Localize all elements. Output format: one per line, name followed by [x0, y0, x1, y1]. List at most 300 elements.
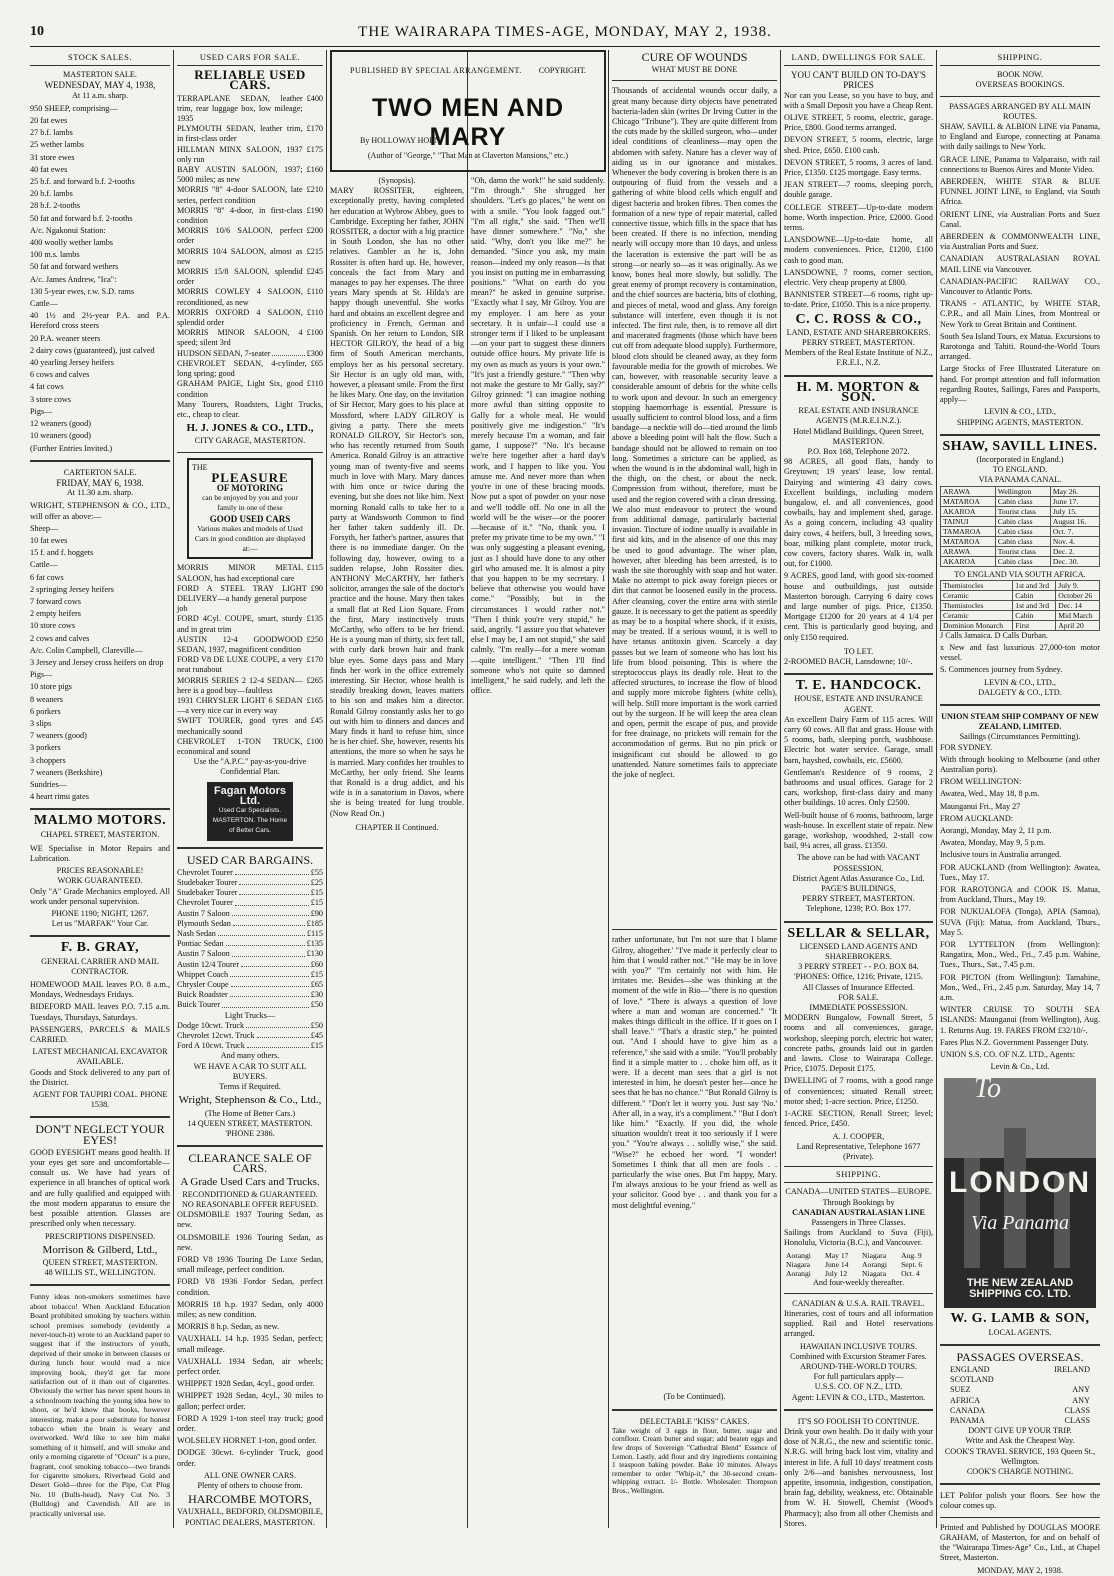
write-ask: Write and Ask the Cheapest Way. — [965, 1436, 1075, 1446]
leader-dots — [226, 939, 305, 946]
passage-cell: CLASS — [1064, 1405, 1090, 1415]
clearance-item: FORD V8 1936 Fordor Sedan, perfect condition. — [177, 1277, 323, 1297]
sale-item: Cattle— — [30, 560, 58, 570]
car-listing-price: £245 — [306, 267, 323, 277]
clearance-item: WHIPPET 1928 Sedan, 4cyl., 30 miles to gallon; perfect order. — [177, 1391, 323, 1411]
divider — [177, 847, 323, 849]
passage-cell: ANY — [1072, 1395, 1090, 1405]
truck-row — [177, 1041, 323, 1051]
mail-route: PASSENGERS, PARCELS & MAILS CARRIED. — [30, 1024, 170, 1045]
page-number: 10 — [30, 24, 44, 39]
sale-item: 25 b.f. and forward b.f. 2-tooths — [30, 177, 135, 187]
jones-title: H. J. JONES & CO., LTD., — [186, 422, 314, 435]
shaw-row-cell: Tourist class — [995, 546, 1050, 556]
shipping-route: SHAW, SAVILL & ALBION LINE via Panama, to England and Europe, connecting at Panama with daily sailings to New York. — [940, 122, 1100, 152]
car-listing — [177, 267, 323, 287]
bargain-row — [177, 990, 323, 1000]
three-classes: Passengers in Three Classes. — [811, 1217, 906, 1227]
passage-cell: SCOTLAND — [950, 1375, 994, 1385]
union-sailing: FOR RAROTONGA and COOK IS. Matua, from Auckland, Thurs., May 19. — [940, 884, 1100, 905]
polish-ad: LET Polifor polish your floors. See how the colour comes up. — [940, 1491, 1100, 1511]
union-sailing: UNION S.S. CO. OF N.Z. LTD., Agents: — [940, 1050, 1076, 1060]
mail-route: BIDEFORD MAIL leaves P.O. 7.15 a.m. Tuesdays, Thursdays, Saturdays. — [30, 1002, 170, 1022]
divider — [940, 434, 1100, 436]
car-listing — [177, 635, 323, 655]
bargain-row-label: Austin 7 Saloon — [177, 949, 230, 959]
truck-row-label: Ford A 10cwt. Truck — [177, 1041, 245, 1051]
mail-route: HOMEWOOD MAIL leaves P.O. 8 a.m., Mondays, Wednesdays Fridays. — [30, 980, 170, 1000]
shaw-row-cell: Cabin class — [995, 516, 1050, 526]
union-sailing: FROM WELLINGTON: — [940, 777, 1022, 787]
shipping-route: ORIENT LINE, via Australian Ports and Suez Canal. — [940, 209, 1100, 229]
sa-row-cell: Ceramic — [941, 610, 1013, 620]
bargain-row — [177, 868, 323, 878]
to-be-continued: (To be Continued). — [663, 1392, 726, 1402]
cal-line: CANADIAN AUSTRALASIAN LINE — [792, 1207, 925, 1217]
union-sailing: WINTER CRUISE TO SOUTH SEA ISLANDS: Maunganui (from Wellington), Aug. 1. Returns Aug. 19. FARES FROM £32/10/-. — [940, 1005, 1100, 1035]
sale-item: 27 b.f. lambs — [30, 128, 73, 138]
reconditioned: RECONDITIONED & GUARANTEED. — [182, 1189, 318, 1199]
lamb-sub: LOCAL AGENTS. — [988, 1327, 1052, 1337]
wright-address: 14 QUEEN STREET, MASTERTON. 'PHONE 2386. — [187, 1118, 313, 1138]
eyes-prescriptions: PRESCRIPTIONS DISPENSED. — [44, 1231, 156, 1241]
passage-row — [940, 1365, 1100, 1375]
bargain-row-label: Pontiac Sedan — [177, 939, 224, 949]
shipping-route: TRANS - ATLANTIC, by WHITE STAR, C.P.R., and all Main Lines, from Montreal or New York to Great Britain and Continent. — [940, 299, 1100, 329]
sa-title: TO ENGLAND VIA SOUTH AFRICA. — [954, 569, 1086, 579]
clearance-item: WOLSELEY HORNET 1-ton, good order. — [177, 1436, 317, 1446]
car-listing-price: £165 — [306, 695, 323, 705]
union-title: UNION STEAM SHIP COMPANY OF NEW ZEALAND, LIMITED. — [941, 711, 1099, 732]
truck-row — [177, 1031, 323, 1041]
sa-row — [941, 620, 1100, 630]
vacant-possession: The above can be had with VACANT POSSESSION. — [797, 853, 920, 873]
listing-group — [784, 457, 933, 643]
fagan-sub: Used Car Specialists. MASTERTON. The Home of Better Cars. — [212, 807, 288, 835]
leader-dots — [230, 990, 309, 997]
bargain-row-label: Nash Sedan — [177, 929, 216, 939]
ross-address: PERRY STREET, MASTERTON. — [802, 338, 915, 348]
sa-row — [941, 600, 1100, 610]
sale-item: 3 store cows — [30, 394, 71, 404]
property-listing: COLLEGE STREET—Up-to-date modern home. Worth inspection. Price, £2000. Good terms. — [784, 202, 933, 233]
sa-row-cell: Dominion Monarch — [941, 620, 1013, 630]
property-listing: DEVON STREET, 5 rooms, 3 acres of land. Price, £1350. £125 mortgage. Easy terms. — [784, 157, 933, 178]
car-listing-label: MORRIS COWLEY 4 SALOON, reconditioned, as new — [177, 287, 303, 307]
shaw-row-cell: Cabin class — [995, 526, 1050, 536]
car-listing-label: CHEVROLET SEDAN, 4-cylinder, long spring; good — [177, 358, 307, 379]
sale-item: 25 wether lambs — [30, 140, 85, 150]
shaw-row-cell: ARAWA — [941, 546, 996, 556]
pleasure-word-1: THE — [192, 462, 208, 472]
divider — [940, 1344, 1100, 1346]
bargain-row-label: Whippet Coach — [177, 969, 229, 979]
car-list — [177, 94, 323, 400]
bargains-title: USED CAR BARGAINS. — [186, 852, 314, 867]
bargain-row-price: £15 — [310, 969, 323, 979]
shaw-row — [941, 536, 1100, 546]
ship-cell: Niagara — [862, 1250, 887, 1260]
car-listing — [177, 328, 323, 348]
sale-item: 50 fat and forward wethers — [30, 262, 119, 272]
sellar-subtitle: LICENSED LAND AGENTS AND SHAREBROKERS. — [799, 941, 918, 962]
masthead — [30, 24, 1100, 44]
property-listing: MODERN Bungalow, Fownall Street, 5 rooms and all conveniences, garage, workshop, sleeping porch, electric hot water, concrete paths, grounds laid out in garden and lawns. Close to Wairarapa College. Price, £1075. Deposit £175. — [784, 1013, 933, 1074]
sa-note: S. Commences journey from Sydney. — [940, 665, 1063, 675]
sale-item: 2 dairy cows (guaranteed), just calved — [30, 345, 155, 355]
wounds-subtitle: WHAT MUST BE DONE — [651, 65, 738, 75]
sa-row — [941, 610, 1100, 620]
car-listing-label: MORRIS 10/6 SALOON, perfect order — [177, 226, 303, 246]
sale-item: 6 cows and calves — [30, 370, 90, 380]
bargain-row — [177, 919, 323, 929]
leader-dots — [247, 1041, 309, 1048]
ship-cell: Niagara — [786, 1259, 811, 1269]
car-listing-label: BABY AUSTIN SALOON, 1937; 5000 miles; as new — [177, 165, 303, 185]
eyes-firm: Morrison & Gilberd, Ltd., — [42, 1243, 158, 1256]
sale-item: 20 fat ewes — [30, 116, 68, 126]
bargain-row-price: £135 — [306, 939, 323, 949]
divider — [784, 1409, 933, 1411]
property-listing: DEVON STREET, 5 rooms, electric, large shed. Price, £650. £100 cash. — [784, 135, 933, 155]
car-listing — [177, 308, 323, 328]
morton-address: Hotel Midland Buildings, Queen Street, MASTERTON. — [793, 426, 924, 446]
divider — [784, 1293, 933, 1294]
sale-place: MASTERTON SALE. — [63, 70, 137, 80]
chapter-heading: CHAPTER II Continued. — [355, 822, 439, 832]
bargain-row — [177, 970, 323, 980]
property-listing: Well-built house of 6 rooms, bathroom, large wash-house. In excellent state of repair. New garage, workshop, woodshed, 2-stall cow bail, 9¼ acres, all grass. £1350. — [784, 810, 933, 851]
malmo-body: WE Specialise in Motor Repairs and Lubrication. — [30, 843, 170, 863]
union-sailing: FOR AUCKLAND (from Wellington): Awatea, Tues., May 17. — [940, 862, 1100, 882]
many-text: Many Tourers, Roadsters, Light Trucks, etc., cheap to clear. — [177, 399, 323, 419]
clearance-subtitle: A Grade Used Cars and Trucks. — [180, 1175, 320, 1188]
bargain-row-label: Austin 12/4 Tourer — [177, 959, 240, 969]
property-listing: 9 ACRES, good land, with good six-roomed house and outbuildings, just outside Masterton borough. Carrying 6 dairy cows and large number of pigs. Price, £1350. Mortgage £1200 for 20 years at 4 1/4 per cent. This is particularly good buying, and only £150 required. — [784, 571, 933, 642]
foolish-body: Drink your own health. Do it daily with your dose of N.R.G., the new and scientific tonic. N.R.G. will bring back lost vim, vitality and interest in life. A full 10 days' treatment costs only 2/6—and banishes nervousness, lost appetite, insomnia, indigestion, constipation, brain fag, debility, weakness, etc. Obtainable from W. H. Stowell, Chemist (Wood's Pharmacy); also from all other Chemists and Stores. — [784, 1426, 933, 1528]
newspaper-title: THE WAIRARAPA TIMES-AGE, MONDAY, MAY 2, 1938. — [358, 24, 772, 40]
car-listing-price: £135 — [306, 614, 323, 624]
story-continuation: rather unfortunate, but I'm not sure that I blame Gilroy, altogether.' "I've made it perfectly clear to him that I would rather not." "He may be in love with you?" "I'm certainly not with him. He irritates me. Besides—she was thinking at the moment of the wife in Rio—"there is no question of love." "There is always a question of love where a man and woman are concerned." "It makes things difficult in the office. If it goes on I shall leave." "That's a drastic step," he pointed out. "And I should have to give him as a reference," she said with a smile. "You'll probably find it a simple matter to . . choke him off, as it were. If a decent man sees that a girl is not interested in him, he doesn't pester her—once he sees that he has no chance." "But Ronald Gilroy is different." "Don't let it worry you. Just say 'No.' After all, in a way, it's a compliment." "But I don't like him." "Exactly. If you did, the whole situation wouldn't treat it too seriously if I were you." "You're always . . solidly wise," she said. "Wise?" he echoed her word. "I wonder! Sometimes I think that all men are fools . . particularly the wise ones. But I'm happy, Mary. I'm always anxious to be your friend as well as your solicitor. Good bye . . and thank you for a most delightful evening." — [612, 935, 777, 1210]
sailing-table — [784, 1251, 933, 1278]
truck-row-label: Chevrolet 12cwt. Truck — [177, 1031, 255, 1041]
malmo-prices: PRICES REASONABLE! — [56, 866, 144, 876]
listing-group — [784, 1013, 933, 1129]
car-listing-price: £45 — [310, 716, 323, 726]
bargain-row-label: Buick Roadster — [177, 990, 228, 1000]
divider — [30, 460, 170, 462]
dont-give-up: DON'T GIVE UP YOUR TRIP. — [968, 1426, 1072, 1436]
union-sailing: FROM AUCKLAND: — [940, 813, 1014, 823]
through-bookings: Through Bookings by — [822, 1197, 895, 1207]
clearance-title: CLEARANCE SALE OF CARS. — [188, 1151, 312, 1176]
union-sailing: Aorangi, Monday, May 2, 11 p.m. — [940, 825, 1052, 835]
shaw-row-cell: Oct. 7. — [1050, 526, 1099, 536]
union-sailing: Maunganui Fri., May 27 — [940, 801, 1021, 811]
car-listing — [177, 165, 323, 185]
sa-table — [940, 580, 1100, 631]
car-listing-label: SWIFT TOURER, good tyres and mechanically sound — [177, 716, 307, 736]
sellar-address: 3 PERRY STREET - - P.O. BOX 84. 'PHONES: Office, 1216; Private, 1215. — [794, 962, 923, 982]
copyright-note: COPYRIGHT. — [538, 66, 586, 75]
published-note: PUBLISHED BY SPECIAL ARRANGEMENT. — [350, 66, 522, 75]
car-listing-label: MORRIS 10/4 SALOON, almost as new — [177, 246, 303, 266]
car-listing — [177, 737, 323, 757]
divider — [30, 1116, 170, 1118]
sale-item: 7 weaners (Berkshire) — [30, 767, 103, 777]
cooper-sub: Land Representative, Telephone 1677 (Private). — [796, 1141, 921, 1161]
clearance-item: FORD A 1929 1-ton steel tray truck; good order. — [177, 1413, 323, 1433]
car-listing-label: HUDSON SEDAN, 7-seater — [177, 348, 271, 358]
serial-column-a — [330, 176, 464, 1526]
ship-row — [784, 1269, 933, 1278]
bargain-row — [177, 888, 323, 898]
sa-row-cell: July 9. — [1056, 580, 1100, 590]
column-divider — [936, 50, 937, 1528]
fagan-name: Fagan Motors Ltd. — [213, 784, 287, 807]
car-listing-price: £160 — [306, 165, 323, 175]
car-listing-label: MORRIS OXFORD 4 SALOON, splendid order — [177, 307, 303, 328]
car-listing-label: GRAHAM PAIGE, Light Six, good condition — [177, 379, 303, 399]
car-listing — [177, 185, 323, 205]
to-england: TO ENGLAND. — [992, 465, 1048, 475]
bargain-row-label: Chevrolet Tourer — [177, 898, 233, 908]
car-listing-price: £300 — [306, 348, 323, 358]
passage-cell: PANAMA — [950, 1416, 985, 1426]
car-listing-label: FORD 4Cyl. COUPE, smart, sturdy and in great trim — [177, 614, 303, 634]
sale-item: 3 Jersey and Jersey cross heifers on drop — [30, 657, 164, 667]
ship-cell: Aorangi — [862, 1259, 887, 1269]
car-listing-price: £170 — [306, 655, 323, 665]
car-listing-price: £90 — [310, 583, 323, 593]
truck-list — [177, 1021, 323, 1052]
sale-item: A/c. James Andrew, "Ica": — [30, 274, 117, 284]
car-to-suit: WE HAVE A CAR TO SUIT ALL BUYERS. — [193, 1061, 307, 1081]
sa-row-cell: 1st and 3rd — [1013, 600, 1056, 610]
harcombe-title: HARCOMBE MOTORS, — [188, 1492, 312, 1507]
union-sub: Sailings (Circumstances Permitting). — [959, 732, 1081, 742]
ship-cell: Aorangi — [786, 1268, 811, 1278]
sale-item: 10 store pigs — [30, 682, 72, 692]
bargain-row — [177, 909, 323, 919]
london-ad — [944, 1073, 1096, 1308]
property-listing: Gentleman's Residence of 9 rooms, 2 bathrooms and usual offices. Garage for 2 cars, workshop, first-class dairy and many other buildings. 10 acres. Only £2500. — [784, 767, 933, 808]
passages-list — [940, 1365, 1100, 1426]
handcock-phone: Telephone, 1239; P.O. Box 177. — [806, 904, 911, 914]
leader-dots — [233, 919, 305, 926]
divider — [612, 929, 777, 930]
sale-item: Pigs— — [30, 406, 53, 416]
clearance-item: VAUXHALL 1934 Sedan, air wheels; perfect order. — [177, 1356, 323, 1376]
divider — [940, 1517, 1100, 1518]
passage-cell: CANADA — [950, 1405, 986, 1415]
shaw-row — [941, 486, 1100, 496]
pages-buildings: PAGE'S BUILDINGS, — [821, 884, 896, 894]
malmo-title: MALMO MOTORS. — [33, 813, 167, 829]
car-listing — [177, 145, 323, 165]
sale-item: 3 porkers — [30, 743, 61, 753]
rail-travel: CANADIAN & U.S.A. RAIL TRAVEL. — [792, 1298, 925, 1308]
clearance-item: FORD V8 1936 Touring De Luxe Sedan, small mileage, perfect condition. — [177, 1254, 323, 1275]
car-listing-price: £190 — [306, 205, 323, 215]
divider — [784, 375, 933, 377]
kiss-title: DELECTABLE "KISS" CAKES. — [639, 1416, 750, 1426]
property-listing: 1-ACRE SECTION, Renall Street; level; fenced. Price, £450. — [784, 1109, 933, 1129]
sale-item: 10 fat ewes — [30, 535, 68, 545]
used-cars-column — [177, 50, 323, 1528]
bargain-row-price: £15 — [310, 888, 323, 898]
shaw-row-cell: AKAROA — [941, 556, 996, 566]
leader-dots — [239, 878, 308, 885]
passages-arranged: PASSAGES ARRANGED BY ALL MAIN ROUTES. — [949, 101, 1091, 121]
car-listing — [177, 676, 323, 696]
lamb-title: W. G. LAMB & SON, — [950, 1311, 1090, 1327]
masthead-rule — [30, 46, 1100, 47]
kiss-body: Take weight of 3 eggs in flour, butter, sugar and cornflour. Cream butter and sugar; add beaten eggs and few drops of Sovereign "Cathedral Blend" Essence of Lemon. Lastly, add flour and dry ingredients containing 1 teaspoon baking powder. Bake 10 minutes. Always remember to order "Whip-it," the 30-second cream-whipping extract. 1/- Bottle. Wholesaler: Thompson Bros., Wellington. — [612, 1426, 777, 1495]
sa-row-cell: Ceramic — [941, 590, 1013, 600]
car-listing-price: £115 — [306, 563, 323, 573]
sale-lead: WRIGHT, STEPHENSON & CO., LTD., will offer as above:— — [30, 501, 170, 521]
cant-build-title: YOU CAN'T BUILD ON TO-DAY'S PRICES — [791, 70, 926, 91]
ship-row — [784, 1251, 933, 1260]
sale-list — [30, 116, 170, 454]
to-let-body: 2-ROOMED BACH, Lansdowne; 10/-. — [784, 656, 913, 666]
car-listing — [177, 655, 323, 675]
bargain-list — [177, 868, 323, 1011]
car-listing-label: MORRIS "8" 4-door, in first-class condition — [177, 205, 303, 226]
synopsis-heading: (Synopsis). — [378, 176, 416, 185]
wright-subtitle: (The Home of Better Cars.) — [204, 1108, 296, 1118]
car-list — [177, 563, 323, 757]
levin-co: Levin & Co., Ltd. — [990, 1062, 1050, 1072]
combined: Combined with Excursion Steamer Fares. — [790, 1351, 927, 1361]
car-listing — [177, 614, 323, 634]
shipping-route: CANADIAN AUSTRALASIAN ROYAL MAIL LINE via Vancouver. — [940, 254, 1100, 274]
leader-dots — [218, 929, 305, 936]
shipping-route: GRACE LINE, Panama to Valparaiso, with rail connections to Buenos Aires and Monte Video. — [940, 154, 1100, 174]
synopsis-text: MARY ROSSITER, eighteen, exceptionally pretty, having completed her education at Wybrow Abbey, goes to Cambridge. Excepting her father, JOHN ROSSITER, a doctor with a big practice in South London, she has no other relatives. Gambler as he is, John Rossiter is often hard up. He, however, conceals the fact from Mary and manages to pay her expenses. The three years Mary spends at St. Hilda's are happy though uneventful. She works hard and obtains an excellent degree and proficiency in French, German and Spanish. On her return to London, SIR HECTOR GILROY, the head of a big firm of South American merchants, employs her as his personal secretary. Sir Hector is an ugly old man, with, however, a pleasant smile. From the first he likes Mary. One day, on the invitation of Sir Hector, Mary goes to his place at Mossford, where LADY GILROY is giving a party. There she meets RONALD GILROY, Sir Hector's son, who has recently returned from South America. Ronald Gilroy is an attractive young man of twenty-five and seems much in love with Mary. Mary dances with him once or twice during the evening, but she does not like him. Next morning Ronald calls to take her to a party at Wandsworth Common to find her father taken suddenly ill. Dr. Forsyth, her father's partner, assures that there is no immediate danger. On the following day, however, owing to a sudden relapse, John Rossiter dies. ANTHONY McCARTHY, her father's solicitor, arranges the sale of the doctor's practice and the house. Mary then takes a small flat at Red Lion Square. From the first, Mary instinctively trusts McCarthy, who offers to be her friend. He is a young man of thirty, six feet tall, with curly dark brown hair and frank blue eyes. Some days pass and Mary finds her work in the office extremely interesting. Sir Hector, whose health is steadily breaking down, leaves matters to his son and makes him a director. Ronald Gilroy constantly asks her to go out with him to dinners and dances and Mary finds it hard to refuse him, since he is her chief. She, however, resents his attentions, the more so when he says he is married. Mary confides her troubles to McCarthy, her only friend. She learns that Ronald is a drug addict, and his wife is in a sanatorium in Davos, where she is being treated for lung trouble. (Now Read On.) — [330, 186, 464, 818]
car-listing — [177, 124, 323, 144]
sale-list — [30, 524, 170, 803]
passages-title: PASSAGES OVERSEAS. — [956, 1349, 1084, 1364]
car-listing-price: £210 — [306, 185, 323, 195]
overseas-bookings: OVERSEAS BOOKINGS. — [975, 80, 1065, 90]
eyes-address: QUEEN STREET, MASTERTON. — [42, 1257, 158, 1267]
passage-row — [940, 1416, 1100, 1426]
ship-cell: Niagara — [862, 1268, 887, 1278]
morton-subtitle: REAL ESTATE AND INSURANCE AGENTS (M.R.E.I.N.Z.). — [798, 406, 919, 426]
sellar-insurance: All Classes of Insurance Effected. — [802, 982, 915, 992]
cant-build-body: Nor can you Lease, so you have to buy, and with a Small Deposit you have a Cheap Rent. — [784, 90, 933, 110]
bargain-row — [177, 939, 323, 949]
morton-title: H. M. MORTON & SON. — [796, 379, 921, 405]
sale-time: At 11 a.m. sharp. — [71, 90, 129, 100]
shaw-row-cell: ARAWA — [941, 486, 996, 496]
bargain-row-label: Plymouth Sedan — [177, 918, 231, 928]
bargain-row-label: Chevrolet Tourer — [177, 867, 233, 877]
car-listing-price: £110 — [306, 307, 323, 317]
passage-cell: SUEZ — [950, 1385, 971, 1395]
land-column — [784, 50, 933, 1528]
passage-cell: ENGLAND — [950, 1365, 990, 1375]
shaw-row-cell: Wellington — [995, 486, 1050, 496]
shaw-inc: (Incorporated in England.) — [976, 454, 1064, 464]
shipping-route: CANADIAN-PACIFIC RAILWAY CO., Vancouver to Atlantic Ports. — [940, 276, 1100, 297]
sa-row-cell: October 26 — [1056, 590, 1100, 600]
sa-notes — [940, 631, 1100, 676]
leader-dots — [257, 1031, 309, 1038]
cooper-name: A. J. COOPER, — [832, 1131, 885, 1141]
sale-item: 4 fat cows — [30, 382, 64, 392]
truck-row-price: £15 — [310, 1041, 323, 1051]
car-listing — [177, 379, 323, 399]
shaw-row-cell: Cabin class — [995, 496, 1050, 506]
car-listing-label: FORD V8 DE LUXE COUPE, a very neat runabout — [177, 655, 303, 675]
gray-agent: AGENT FOR TAUPIRI COAL. PHONE 1538. — [32, 1090, 168, 1110]
imprint-date: MONDAY, MAY 2, 1938. — [977, 1565, 1063, 1575]
clearance-item: OLDSMOBILE 1936 Touring Sedan, as new. — [177, 1232, 323, 1252]
divider — [30, 808, 170, 810]
passage-cell: IRELAND — [1054, 1365, 1090, 1375]
fagan-logo — [207, 782, 293, 841]
bargain-row-label: Chrysler Coupe — [177, 980, 229, 990]
sellar-title: SELLAR & SELLAR, — [787, 925, 930, 941]
reliable-title: RELIABLE USED CARS. — [194, 67, 306, 93]
sale-item: 6 fat cows — [30, 572, 64, 582]
malmo-work: WORK GUARANTEED. — [57, 876, 143, 886]
sale-item: 28 b.f. 2-tooths — [30, 201, 81, 211]
sale-date: WEDNESDAY, MAY 4, 1938, — [44, 80, 156, 91]
car-listing-label: MORRIS MINOR SALOON, 4 speed; silent 3rd — [177, 328, 303, 348]
shaw-row-cell: Dec. 30. — [1050, 556, 1099, 566]
gray-excavator: LATEST MECHANICAL EXCAVATOR AVAILABLE. — [32, 1047, 168, 1067]
sale-item: 4 heart rimu gates — [30, 792, 89, 802]
for-sale-heading: FOR SALE. — [838, 992, 879, 1002]
immediate-possession: IMMEDIATE POSSESSION. — [809, 1003, 908, 1013]
car-listing — [177, 94, 323, 125]
leader-dots — [232, 949, 305, 956]
shaw-row-cell: MATAROA — [941, 536, 996, 546]
divider — [612, 80, 777, 81]
passage-cell: CLASS — [1064, 1416, 1090, 1426]
shaw-row — [941, 556, 1100, 566]
sale-item: 3 slips — [30, 718, 52, 728]
sa-row-cell: 1st and 3rd — [1013, 580, 1056, 590]
car-listing — [177, 206, 323, 226]
union-list — [940, 743, 1100, 1061]
light-trucks-label: Light Trucks— — [224, 1010, 276, 1020]
sale-item: A/c. Colin Campbell, Clareville— — [30, 645, 143, 655]
column-divider — [608, 50, 609, 1528]
union-sailing: Fares Plus N.Z. Government Passenger Duty. — [940, 1037, 1089, 1047]
sa-row-cell: Mid March — [1056, 610, 1100, 620]
car-listing — [177, 716, 323, 736]
property-listing: OLIVE STREET, 5 rooms, electric, garage. Price, £800. Good terms arranged. — [784, 113, 933, 133]
handcock-title: T. E. HANDCOCK. — [795, 678, 922, 694]
sale-item: Sheep— — [30, 523, 59, 533]
ship-cell: July 12 — [825, 1268, 848, 1278]
levin-agent: Agent: LEVIN & CO., LTD., Masterton. — [791, 1392, 926, 1402]
sa-row — [941, 580, 1100, 590]
full-particulars: For full particulars apply— — [813, 1372, 904, 1382]
shaw-row-cell: MATAROA — [941, 496, 996, 506]
union-sailing: Awatea, Monday, May 9, 5 p.m. — [940, 838, 1046, 848]
uss-name: U.S.S. CO. OF N.Z., LTD. — [814, 1382, 903, 1392]
property-listing: 98 ACRES, all good flats, handy to Greytown; 19 years' lease, low rental. Dairying and wintering 43 dairy cows. Excellent buildings, including modern bungalow, el. and all conveniences, good cowbails, hay and implement shed, garage. As a going concern, including 43 quality dairy cows, 4 heifers, bull, 3 breeding sows, boar, milking plant complete, motor truck, cow covers, factory shares. Walk in, walk out, for £1000. — [784, 457, 933, 569]
sale-item: A/c. Ngakonui Station: — [30, 225, 106, 235]
shaw-table — [940, 486, 1100, 567]
plenty-others: Plenty of others to choose from. — [197, 1481, 303, 1490]
